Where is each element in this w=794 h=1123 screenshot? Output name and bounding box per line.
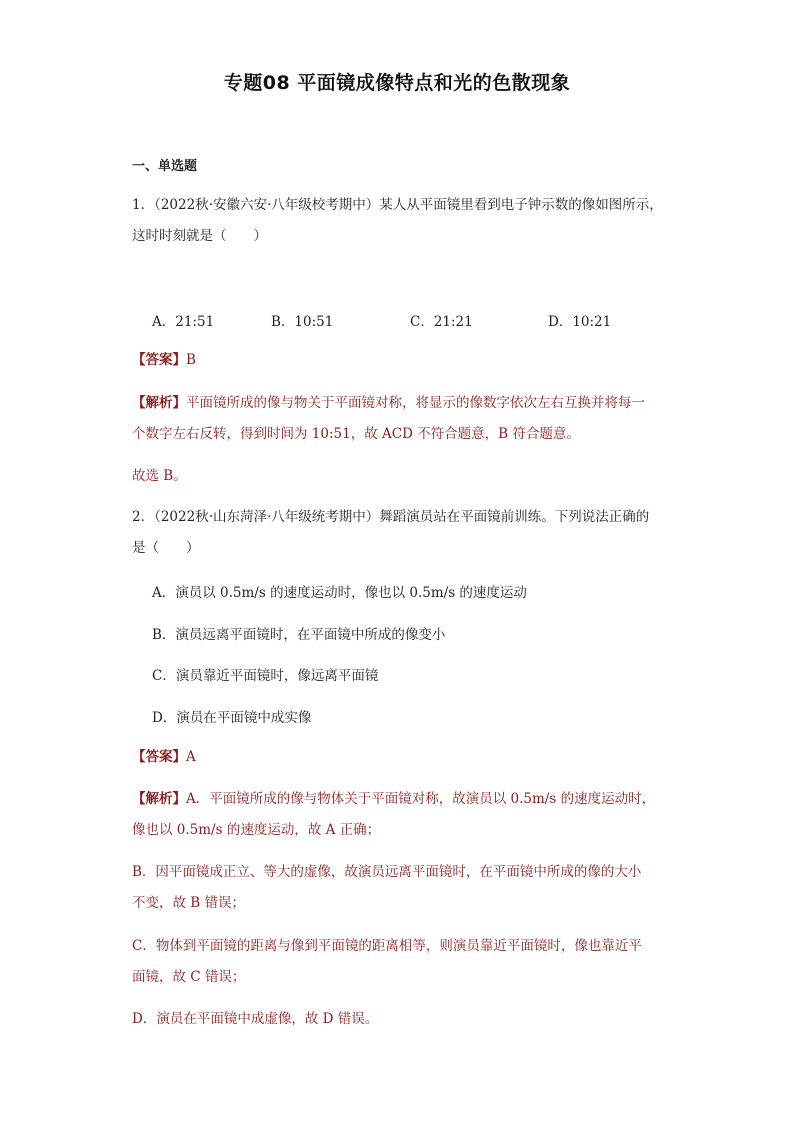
q2-analysis-a-line1 — [132, 789, 655, 809]
q2-answer-label: 【答案】 — [132, 749, 186, 765]
q2-analysis-c-line1: C．物体到平面镜的距离与像到平面镜的距离相等，则演员靠近平面镜时，像也靠近平 — [132, 938, 642, 954]
q1-option-c: C．21:21 — [410, 314, 473, 330]
q2-analysis-c-line2: 面镜，故 C 错误； — [132, 969, 246, 985]
q1-answer — [132, 350, 196, 370]
q1-option-a: A．21:51 — [152, 314, 215, 330]
q2-stem-line1: 2．（2022秋·山东菏泽·八年级统考期中）舞蹈演员站在平面镜前训练。下列说法正确的 — [132, 509, 650, 525]
q2-answer-value: A — [186, 749, 196, 765]
q2-option-a: A．演员以 0.5m/s 的速度运动时，像也以 0.5m/s 的速度运动 — [152, 585, 527, 601]
q1-analysis-line2: 个数字左右反转，得到时间为 10:51，故 ACD 不符合题意，B 符合题意。 — [132, 426, 580, 442]
q2-answer — [132, 747, 196, 767]
q1-analysis-label: 【解析】 — [132, 395, 186, 411]
q2-stem-line2: 是（ ） — [132, 540, 200, 556]
q2-analysis-a-text1: A．平面镜所成的像与物体关于平面镜对称，故演员以 0.5m/s 的速度运动时， — [186, 791, 656, 807]
q1-answer-value: B — [186, 352, 196, 368]
section-heading: 一、单选题 — [132, 159, 198, 174]
q2-option-c: C．演员靠近平面镜时，像远离平面镜 — [152, 668, 379, 684]
q1-answer-label: 【答案】 — [132, 352, 186, 368]
q2-analysis-d-line1: D．演员在平面镜中成虚像，故 D 错误。 — [132, 1011, 379, 1027]
q2-analysis-a-line2: 像也以 0.5m/s 的速度运动，故 A 正确； — [132, 822, 381, 838]
q1-stem-line2: 这时时刻就是（ ） — [132, 228, 267, 244]
q1-conclusion: 故选 B。 — [132, 468, 187, 484]
q2-analysis-b-line1: B．因平面镜成正立、等大的虚像，故演员远离平面镜时，在平面镜中所成的像的大小 — [132, 864, 642, 880]
q1-analysis-line1 — [132, 393, 645, 413]
q2-option-d: D．演员在平面镜中成实像 — [152, 710, 312, 726]
q1-analysis-text1: 平面镜所成的像与物关于平面镜对称，将显示的像数字依次左右互换并将每一 — [186, 395, 645, 411]
q2-analysis-b-line2: 不变，故 B 错误； — [132, 895, 246, 911]
q2-option-b: B．演员远离平面镜时，在平面镜中所成的像变小 — [152, 627, 446, 643]
q2-analysis-label: 【解析】 — [132, 791, 186, 807]
q1-option-b: B．10:51 — [271, 314, 334, 330]
page-title: 专题08 平面镜成像特点和光的色散现象 — [223, 72, 571, 94]
q1-stem-line1: 1．（2022秋·安徽六安·八年级校考期中）某人从平面镜里看到电子钟示数的像如图所示， — [132, 197, 663, 213]
q1-option-d: D．10:21 — [548, 314, 612, 330]
